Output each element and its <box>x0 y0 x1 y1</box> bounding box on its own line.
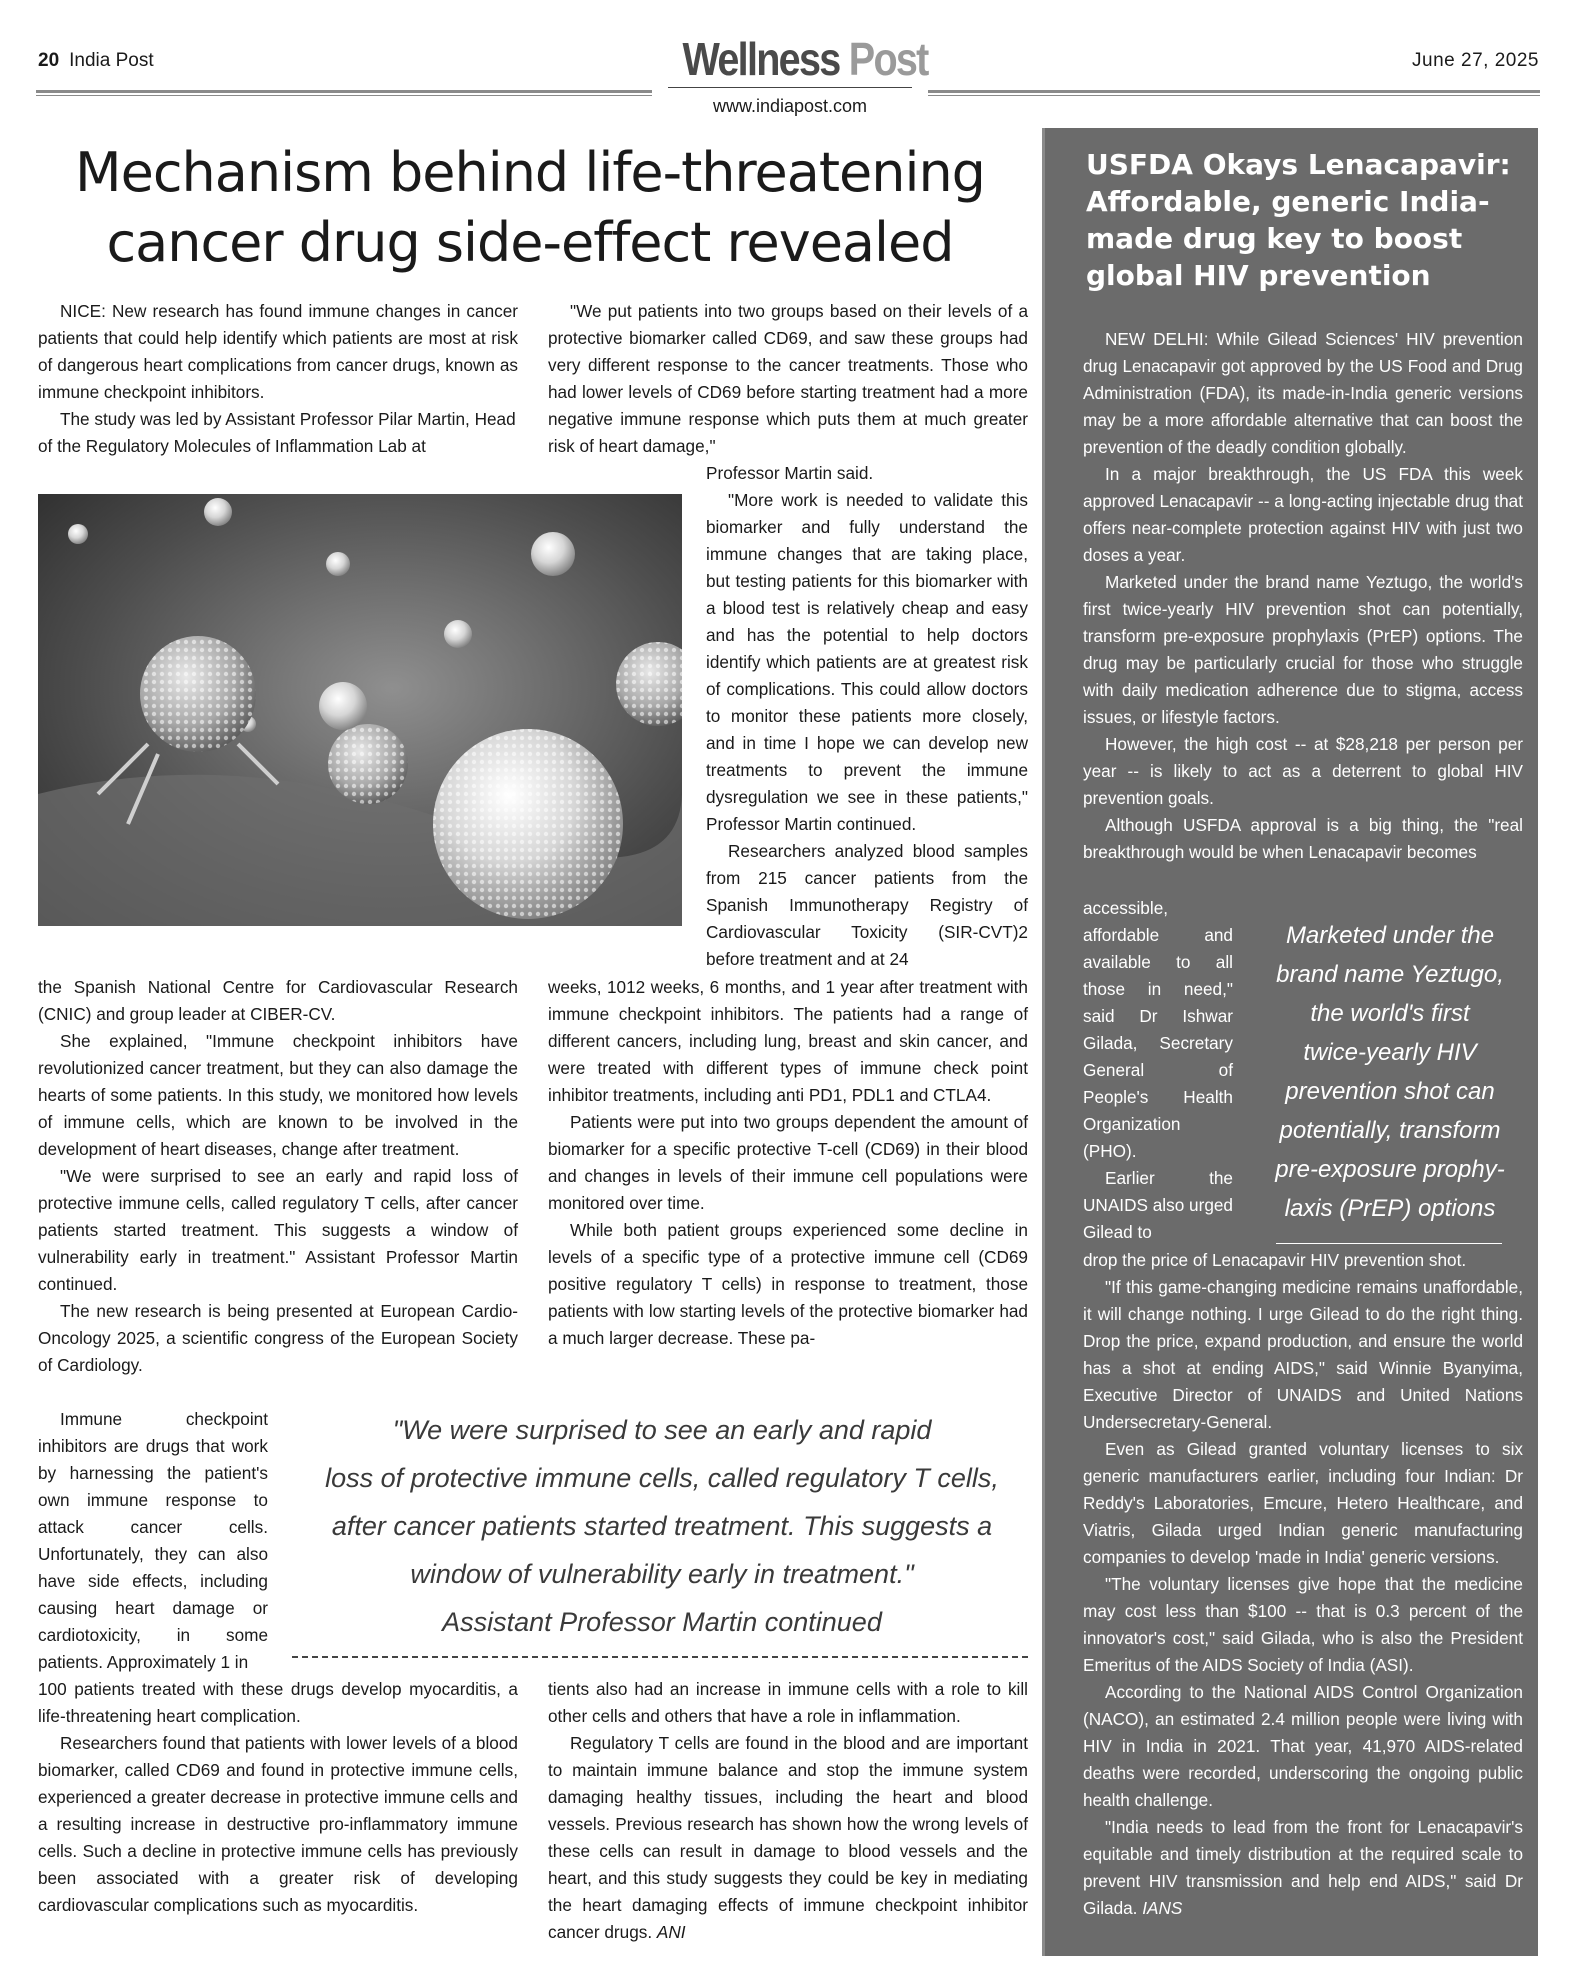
pull-quote-line: pre-exposure prophy- <box>1275 1156 1505 1183</box>
paragraph: NEW DELHI: While Gilead Sciences' HIV prevention drug Lenacapavir got approved by the US Food and Drug Administration (FDA), its made-in-India generic versions may be a more affordable alternative that can boost the prevention of the deadly condition globally. <box>1083 329 1523 457</box>
pull-quote-divider <box>292 1656 1028 1658</box>
paragraph: In a major breakthrough, the US FDA this week approved Lenacapavir -- a long-acting injectable drug that offers near-complete protection against HIV with just two doses a year. <box>1083 464 1523 565</box>
paragraph: The new research is being presented at European Cardio-Oncology 2025, a scientific congress of the European Society of Cardiology. <box>38 1301 518 1375</box>
pull-quote-line: prevention shot can <box>1285 1078 1495 1105</box>
pull-quote-line: "We were surprised to see an early and rapid <box>392 1415 932 1445</box>
pull-quote-line: twice-yearly HIV <box>1303 1039 1477 1066</box>
paragraph: Marketed under the brand name Yeztugo, the world's first twice-yearly HIV prevention shot can potentially, transform pre-exposure prophylaxis (PrEP) options. The drug may be particularly crucial for those who struggle with daily medication adherence due to stigma, access issues, or lifestyle factors. <box>1083 572 1523 727</box>
article-credit: ANI <box>656 1922 686 1942</box>
page-header-left <box>38 50 154 72</box>
pull-quote-line: the world's first <box>1310 1000 1470 1027</box>
paragraph-text: "India needs to lead from the front for Lenacapavir's equitable and timely distribution at the required scale to prevent HIV transmission and help end AIDS," said Dr Gilada. <box>1083 1817 1523 1918</box>
pull-quote-line: after cancer patients started treatment. This suggests a <box>331 1511 993 1541</box>
paragraph: Although USFDA approval is a big thing, the "real breakthrough would be when Lenacapavir becomes <box>1083 815 1523 862</box>
pull-quote-line: brand name Yeztugo, <box>1276 961 1504 988</box>
paragraph: She explained, "Immune checkpoint inhibitors have revolutionized cancer treatment, but they can also damage the hearts of some patients. In this study, we monitored how levels of immune cells, which are known to be involved in the development of heart diseases, change after treatment. <box>38 1031 518 1159</box>
paragraph: Immune checkpoint inhibitors are drugs that work by harnessing the patient's own immune response to attack cancer cells. Unfortunately, they can also have side effects, including causing heart damage or cardiotoxicity, in some patients. Approximately 1 in <box>38 1409 268 1672</box>
article-col2-wrap <box>706 487 1028 973</box>
paragraph: While both patient groups experienced some decline in levels of a specific type of a protective immune cell (CD69 positive regulatory T cells) in response to treatment, those patients with low starting levels of the protective biomarker had a much larger decrease. These pa- <box>548 1220 1028 1348</box>
paragraph: Earlier the UNAIDS also urged Gilead to <box>1083 1168 1233 1242</box>
masthead-underline <box>668 87 912 88</box>
paragraph: However, the high cost -- at $28,218 per person per year -- is likely to act as a deterrent to global HIV prevention goals. <box>1083 734 1523 808</box>
pull-quote-line: loss of protective immune cells, called regulatory T cells, <box>325 1463 999 1493</box>
paragraph: NICE: New research has found immune changes in cancer patients that could help identify which patients are most at risk of dangerous heart complications from cancer drugs, known as immune checkpoint inhibitors. <box>38 301 518 402</box>
masthead-wellness: Wellness <box>682 33 840 85</box>
article-col2-bottom <box>548 1676 1028 1946</box>
article-col1-narrow <box>38 1406 268 1676</box>
paragraph: tients also had an increase in immune cells with a role to kill other cells and others that have a role in inflammation. <box>548 1679 1028 1726</box>
publication-name: India Post <box>69 50 154 71</box>
sidebar-body-narrow <box>1083 895 1233 1246</box>
pull-quote-line: Marketed under the <box>1285 922 1495 949</box>
masthead-logo <box>682 32 928 86</box>
paragraph-text: Regulatory T cells are found in the blood and are important to maintain immune balance and stop the immune system damaging healthy tissues, including the heart and blood vessels. Previous research has shown how the wrong levels of these cells can result in damage to blood vessels and the heart, and this study suggests they could be key in mediating the heart damaging effects of immune checkpoint inhibitor cancer drugs. <box>548 1733 1028 1942</box>
pull-quote-line: potentially, transform <box>1279 1117 1501 1144</box>
paragraph: the Spanish National Centre for Cardiovascular Research (CNIC) and group leader at CIBER-CV. <box>38 977 518 1024</box>
article-col2-top <box>548 298 1028 460</box>
paragraph: 100 patients treated with these drugs develop myocarditis, a life-threatening heart complication. <box>38 1679 518 1726</box>
paragraph: "We were surprised to see an early and rapid loss of protective immune cells, called regulatory T cells, after cancer patients started treatment. This suggests a window of vulnerability early in treatment." Assistant Professor Martin continued. <box>38 1166 518 1294</box>
article-col1-bottom <box>38 1676 518 1919</box>
article-col1-mid <box>38 974 518 1379</box>
sidebar-credit: IANS <box>1142 1898 1183 1918</box>
paragraph: According to the National AIDS Control Organization (NACO), an estimated 2.4 million people were living with HIV in India in 2021. That year, 41,970 AIDS-related deaths were recorded, underscoring the ongoing public health challenge. <box>1083 1682 1523 1810</box>
paragraph: Researchers found that patients with lower levels of a blood biomarker, called CD69 and found in protective immune cells, experienced a greater decrease in protective immune cells and a resulting increase in destructive pro-inflammatory immune cells. Such a decline in protective immune cells has previously been associated with a greater risk of developing cardiovascular complications such as myocarditis. <box>38 1733 518 1915</box>
article-col2-mid <box>548 974 1028 1352</box>
cancer-cells-image <box>38 494 682 926</box>
paragraph: drop the price of Lenacapavir HIV prevention shot. <box>1083 1250 1467 1270</box>
article-col2-said <box>706 460 1028 487</box>
sidebar-pull-quote-rule <box>1276 1243 1502 1244</box>
paragraph: Even as Gilead granted voluntary licenses to six generic manufacturers earlier, including four Indian: Dr Reddy's Laboratories, Emcure, Hetero Healthcare, and Viatris, Gilada urged Indian generic manufacturing companies to develop 'made in India' generic versions. <box>1083 1439 1523 1567</box>
paragraph: Professor Martin said. <box>706 463 874 483</box>
headline-line-1: Mechanism behind life-threatening <box>75 141 985 204</box>
pull-quote <box>292 1406 1032 1646</box>
paragraph <box>548 1730 1028 1946</box>
paragraph: Patients were put into two groups dependent the amount of biomarker for a specific protective T-cell (CD69) in their blood and changes in levels of their immune cell populations were monitored over time. <box>548 1112 1028 1213</box>
masthead-post: Post <box>848 33 928 85</box>
pull-quote-line: window of vulnerability early in treatment." <box>410 1559 914 1589</box>
paragraph: Researchers analyzed blood samples from 215 cancer patients from the Spanish Immunotherapy Registry of Cardiovascular Toxicity (SIR-CVT)2 before treatment and at 24 <box>706 841 1028 969</box>
sidebar-body-bottom <box>1083 1247 1523 1922</box>
pull-quote-attribution: Assistant Professor Martin continued <box>442 1607 882 1637</box>
headline-line-2: cancer drug side-effect revealed <box>106 211 954 274</box>
paragraph: accessible, affordable and available to all those in need," said Dr Ishwar Gilada, Secretary General of People's Health Organization (PHO). <box>1083 898 1233 1161</box>
pull-quote-line: laxis (PrEP) options <box>1284 1195 1496 1222</box>
sidebar-rule <box>1042 128 1045 1956</box>
page-number: 20 <box>38 50 60 71</box>
paragraph: "The voluntary licenses give hope that the medicine may cost less than $100 -- that is 0.3 percent of the innovator's cost," said Gilada, who is also the President Emeritus of the AIDS Society of India (ASI). <box>1083 1574 1523 1675</box>
sidebar-headline: USFDA Okays Lenacapavir: Affordable, generic India-made drug key to boost global HIV prevention <box>1086 148 1511 292</box>
paragraph: weeks, 1012 weeks, 6 months, and 1 year after treatment with immune checkpoint inhibitors. The patients had a range of different cancers, including lung, breast and skin cancer, and were treated with different types of immune check point inhibitor treatments, including anti PD1, PDL1 and CTLA4. <box>548 977 1028 1105</box>
article-col1-top <box>38 298 518 460</box>
header-rule-right <box>928 90 1540 96</box>
issue-date: June 27, 2025 <box>1412 50 1539 71</box>
sidebar-body-top <box>1083 326 1523 866</box>
header-rule-left <box>36 90 652 96</box>
paragraph: "If this game-changing medicine remains unaffordable, it will change nothing. I urge Gilead to do the right thing. Drop the price, expand production, and ensure the world has a shot at ending AIDS," said Winnie Byanyima, Executive Director of UNAIDS and United Nations Undersecretary-General. <box>1083 1277 1523 1432</box>
sidebar-pull-quote <box>1262 916 1518 1228</box>
paragraph: The study was led by Assistant Professor Pilar Martin, Head of the Regulatory Molecules of Inflammation Lab at <box>38 409 516 456</box>
paragraph: "We put patients into two groups based on their levels of a protective biomarker called CD69, and saw these groups had very different response to the cancer treatments. Those who had lower levels of CD69 before starting treatment had a more negative immune response which puts them at much greater risk of heart damage," <box>548 301 1028 456</box>
paragraph <box>1083 1814 1523 1922</box>
article-headline <box>30 138 1030 278</box>
website-url[interactable]: www.indiapost.com <box>712 96 868 116</box>
paragraph: "More work is needed to validate this biomarker and fully understand the immune changes that are taking place, but testing patients for this biomarker with a blood test is relatively cheap and easy and has the potential to help doctors identify which patients are at greatest risk of complications. This could allow doctors to monitor these patients more closely, and in time I hope we can develop new treatments to prevent the immune dysregulation we see in these patients," Professor Martin continued. <box>706 490 1028 834</box>
